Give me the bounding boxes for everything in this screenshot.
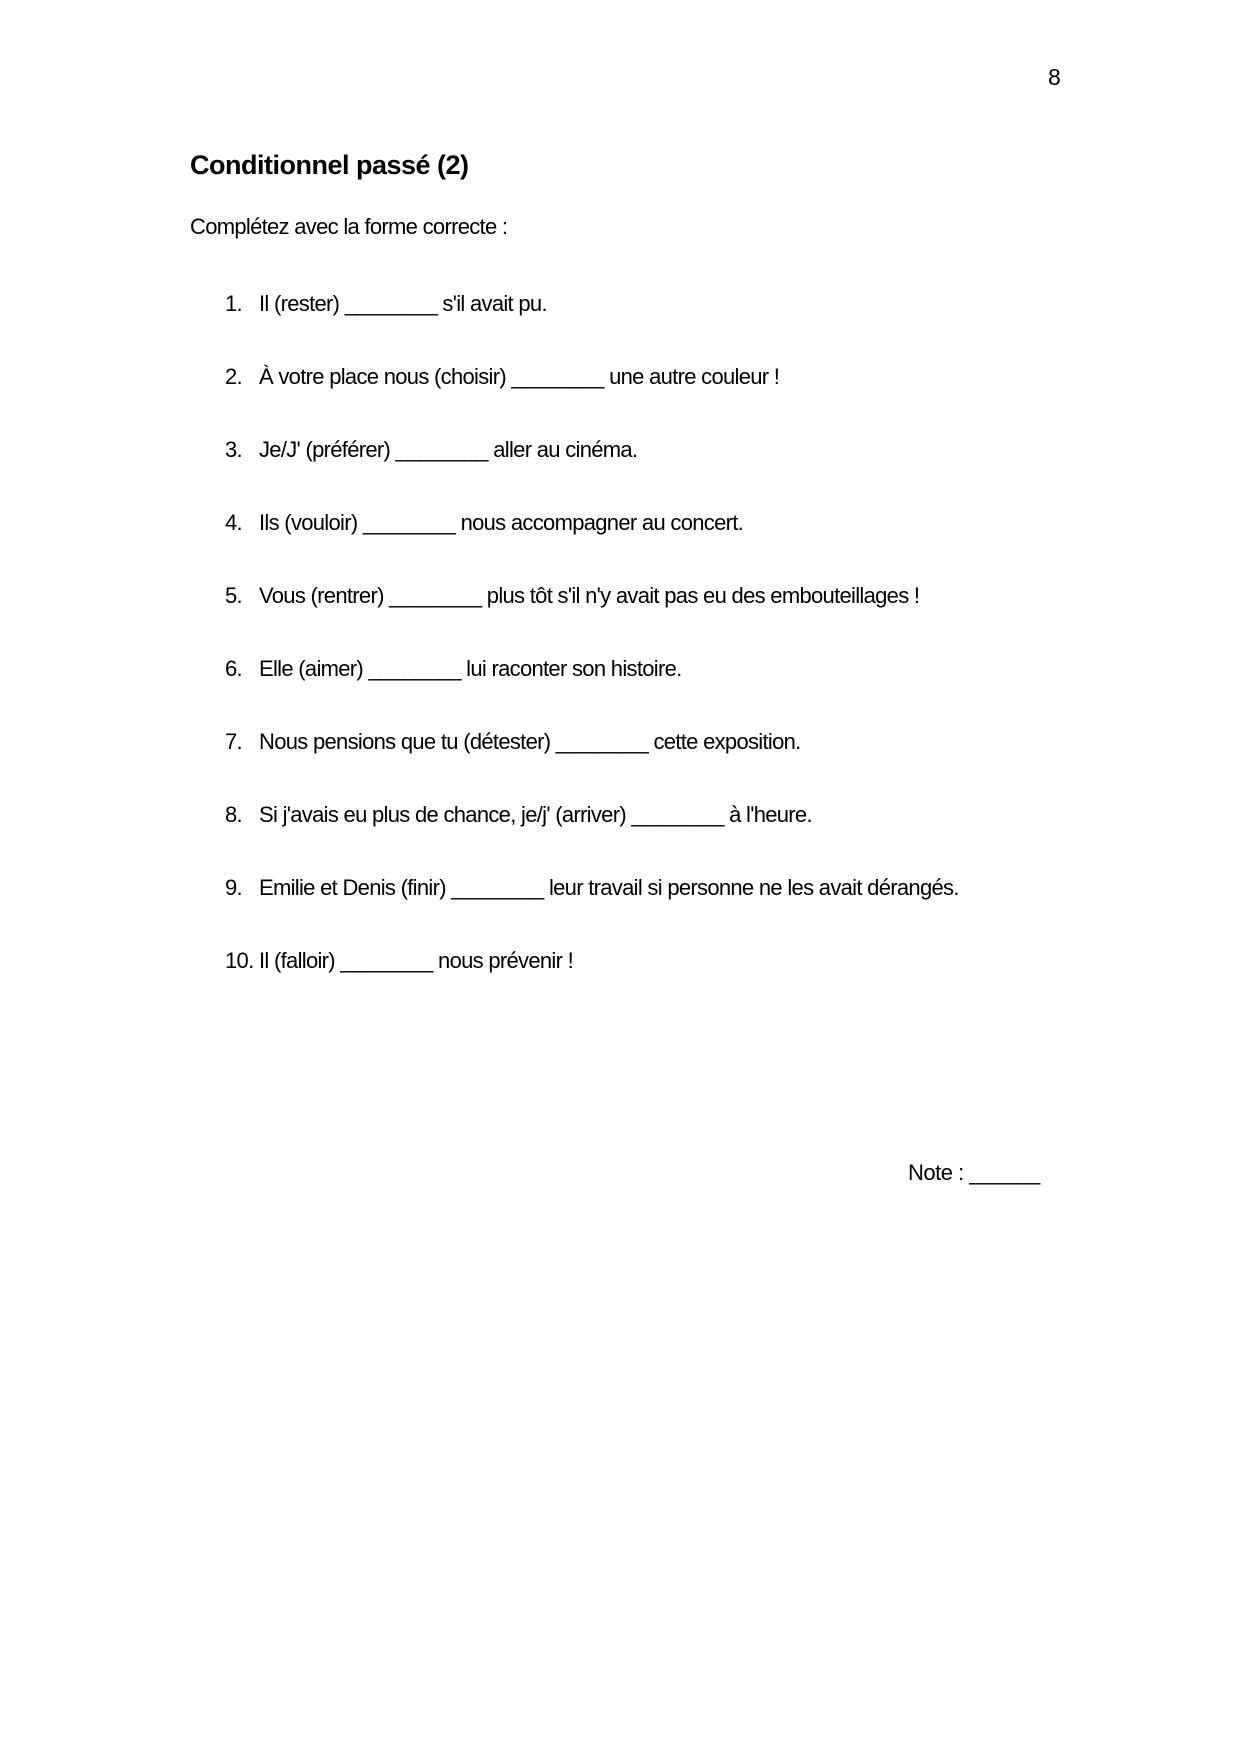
item-number: 5. [225, 583, 242, 608]
exercise-item [225, 435, 1125, 464]
exercise-item [225, 508, 1125, 537]
item-text: Elle (aimer) ________ lui raconter son histoire. [259, 656, 682, 681]
exercise-item [225, 289, 1125, 318]
item-text: À votre place nous (choisir) ________ une autre couleur ! [259, 364, 780, 389]
exercise-item [225, 800, 1125, 829]
exercise-item [225, 362, 1125, 391]
exercise-list [225, 289, 1125, 1019]
item-number: 4. [225, 510, 242, 535]
item-text: Nous pensions que tu (détester) ________ cette exposition. [259, 729, 801, 754]
item-number: 6. [225, 656, 242, 681]
item-number: 9. [225, 875, 242, 900]
item-text: Emilie et Denis (finir) ________ leur travail si personne ne les avait dérangés. [259, 875, 959, 900]
item-number: 10. [225, 948, 254, 973]
item-text: Si j'avais eu plus de chance, je/j' (arriver) ________ à l'heure. [259, 802, 812, 827]
item-number: 8. [225, 802, 242, 827]
item-text: Vous (rentrer) ________ plus tôt s'il n'y avait pas eu des embouteillages ! [259, 583, 920, 608]
item-text: Il (falloir) ________ nous prévenir ! [259, 948, 574, 973]
item-number: 7. [225, 729, 242, 754]
exercise-item [225, 654, 1125, 683]
exercise-item [225, 946, 1125, 975]
item-number: 3. [225, 437, 242, 462]
exercise-item [225, 581, 1125, 610]
exercise-item [225, 727, 1125, 756]
note-field: Note : ______ [908, 1160, 1040, 1185]
item-number: 2. [225, 364, 242, 389]
page-number: 8 [1048, 64, 1061, 90]
item-number: 1. [225, 291, 242, 316]
page-title: Conditionnel passé (2) [190, 150, 469, 180]
item-text: Je/J' (préférer) ________ aller au cinéma. [259, 437, 638, 462]
item-text: Ils (vouloir) ________ nous accompagner au concert. [259, 510, 744, 535]
exercise-item [225, 873, 1125, 902]
exercise-instructions: Complétez avec la forme correcte : [190, 214, 508, 239]
item-text: Il (rester) ________ s'il avait pu. [259, 291, 547, 316]
